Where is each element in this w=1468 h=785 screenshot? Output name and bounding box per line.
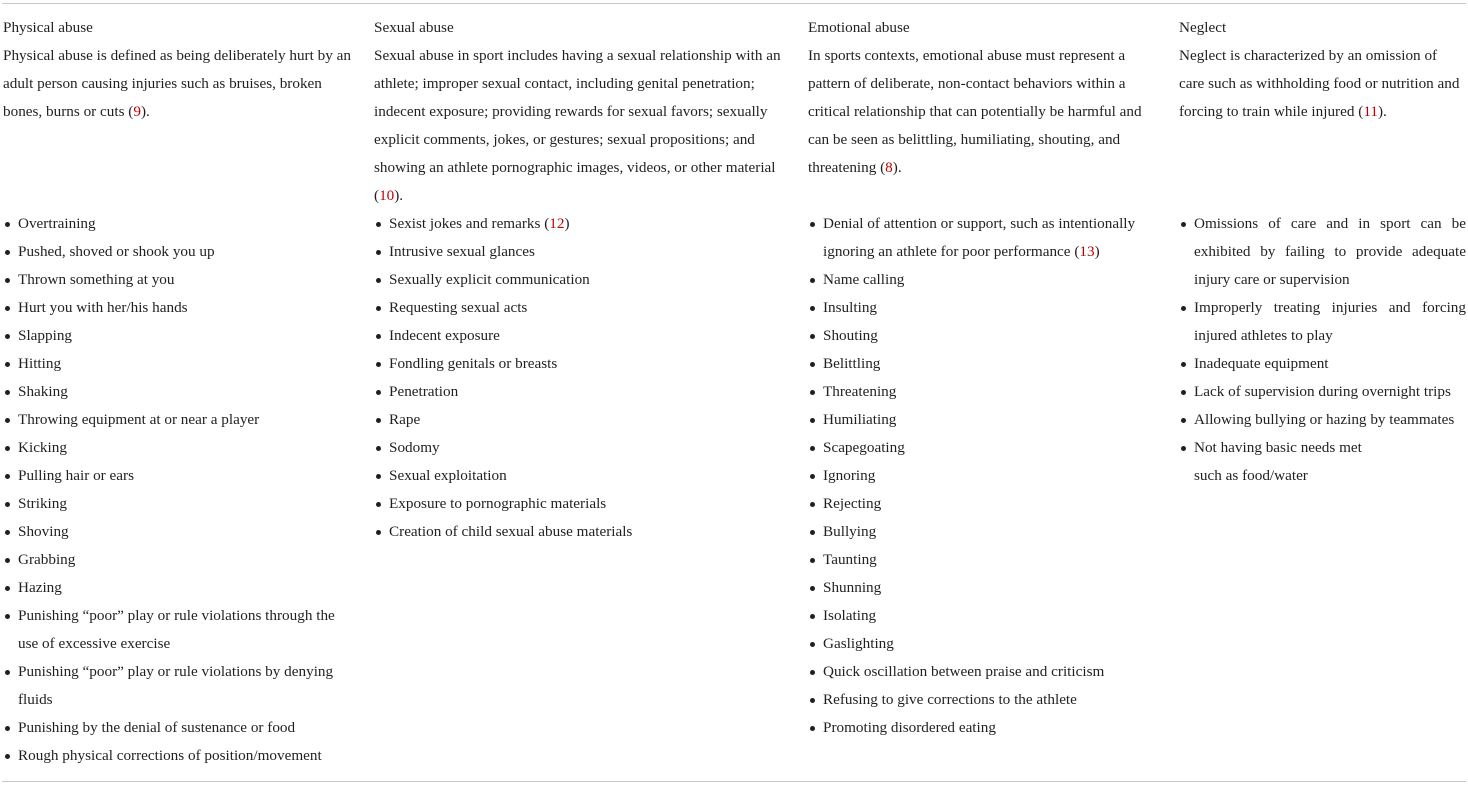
list-item: Sodomy	[374, 434, 792, 462]
definition-end: ).	[892, 159, 902, 176]
reference-link[interactable]: 11	[1363, 103, 1378, 120]
list-item-text: Denial of attention or support, such as intentionally ignoring an athlete for poor performance (	[823, 215, 1136, 260]
list-item: Thrown something at you	[3, 266, 353, 294]
list-item: Quick oscillation between praise and criticism	[808, 658, 1160, 686]
list-item: Punishing “poor” play or rule violations through the use of excessive exercise	[3, 602, 353, 658]
column-sexual-abuse	[374, 14, 792, 210]
list-item: Insulting	[808, 294, 1160, 322]
list-item: Isolating	[808, 602, 1160, 630]
table-top-rule	[2, 3, 1466, 4]
list-item: Rejecting	[808, 490, 1160, 518]
list-item: Inadequate equipment	[1179, 350, 1466, 378]
column-heading: Emotional abuse	[808, 19, 910, 36]
reference-link[interactable]: 8	[885, 159, 893, 176]
definition-text: Sexual abuse in sport includes having a sexual relationship with an athlete; improper sexual contact, including genital penetration; indecent exposure; providing rewards for sexual favors; sexually explicit comments, jokes, or gestures; sexual propositions; and showing an athlete pornographic images, videos, or other material (	[374, 47, 781, 204]
list-item: Refusing to give corrections to the athlete	[808, 686, 1160, 714]
list-item: Rough physical corrections of position/movement	[3, 742, 353, 770]
column-physical-abuse	[3, 14, 355, 126]
column-definition	[1179, 42, 1466, 126]
list-item	[1179, 434, 1466, 490]
list-item: Shaking	[3, 378, 353, 406]
definition-end: ).	[140, 103, 150, 120]
definition-text: Physical abuse is defined as being deliberately hurt by an adult person causing injuries such as bruises, broken bones, burns or cuts (	[3, 47, 351, 120]
list-item-line: such as food/water	[1194, 467, 1308, 484]
list-item: Shoving	[3, 518, 353, 546]
column-definition	[808, 42, 1160, 182]
definition-text: Neglect is characterized by an omission of care such as withholding food or nutrition and forcing to train while injured (	[1179, 47, 1460, 120]
list-item: Creation of child sexual abuse materials	[374, 518, 792, 546]
list-item: Punishing “poor” play or rule violations by denying fluids	[3, 658, 353, 714]
reference-link[interactable]: 9	[133, 103, 141, 120]
list-item: Sexually explicit communication	[374, 266, 792, 294]
list-item: Lack of supervision during overnight trips	[1179, 378, 1466, 406]
list-item: Bullying	[808, 518, 1160, 546]
column-definition	[374, 42, 792, 210]
definition-text: In sports contexts, emotional abuse must represent a pattern of deliberate, non-contact behaviors within a critical relationship that can potentially be harmful and can be seen as belittling, humiliating, shouting, and threatening (	[808, 47, 1142, 176]
list-item: Pushed, shoved or shook you up	[3, 238, 353, 266]
reference-link[interactable]: 13	[1079, 243, 1095, 260]
list-item: Humiliating	[808, 406, 1160, 434]
column-definition	[3, 42, 355, 126]
list-item: Exposure to pornographic materials	[374, 490, 792, 518]
column-heading: Physical abuse	[3, 19, 93, 36]
list-item: Intrusive sexual glances	[374, 238, 792, 266]
list-item: Requesting sexual acts	[374, 294, 792, 322]
reference-link[interactable]: 12	[549, 215, 565, 232]
list-item: Threatening	[808, 378, 1160, 406]
list-item: Improperly treating injuries and forcing injured athletes to play	[1179, 294, 1466, 350]
list-item: Fondling genitals or breasts	[374, 350, 792, 378]
list-item: Taunting	[808, 546, 1160, 574]
list-item-end: )	[564, 215, 570, 232]
list-item-end: )	[1094, 243, 1100, 260]
column-neglect	[1179, 14, 1466, 126]
list-item: Gaslighting	[808, 630, 1160, 658]
list-item: Grabbing	[3, 546, 353, 574]
list-item: Hitting	[3, 350, 353, 378]
list-item: Punishing by the denial of sustenance or food	[3, 714, 353, 742]
definition-end: ).	[394, 187, 404, 204]
list-item: Allowing bullying or hazing by teammates	[1179, 406, 1466, 434]
list-item: Shunning	[808, 574, 1160, 602]
list-item: Striking	[3, 490, 353, 518]
reference-link[interactable]: 10	[379, 187, 395, 204]
list-item: Hurt you with her/his hands	[3, 294, 353, 322]
physical-abuse-list	[3, 210, 353, 770]
list-item: Promoting disordered eating	[808, 714, 1160, 742]
list-item: Shouting	[808, 322, 1160, 350]
list-item	[374, 210, 792, 238]
list-item	[808, 210, 1160, 266]
list-item: Scapegoating	[808, 434, 1160, 462]
emotional-abuse-list	[808, 210, 1160, 742]
list-item: Hazing	[3, 574, 353, 602]
list-item: Overtraining	[3, 210, 353, 238]
list-item: Rape	[374, 406, 792, 434]
list-item-line: Not having basic needs met	[1194, 439, 1362, 456]
list-item: Penetration	[374, 378, 792, 406]
list-item: Pulling hair or ears	[3, 462, 353, 490]
list-item: Belittling	[808, 350, 1160, 378]
list-item: Ignoring	[808, 462, 1160, 490]
list-item: Slapping	[3, 322, 353, 350]
list-item: Omissions of care and in sport can be exhibited by failing to provide adequate injury care or supervision	[1179, 210, 1466, 294]
list-item: Throwing equipment at or near a player	[3, 406, 353, 434]
sexual-abuse-list	[374, 210, 792, 546]
list-item: Name calling	[808, 266, 1160, 294]
column-heading: Sexual abuse	[374, 19, 454, 36]
neglect-list	[1179, 210, 1466, 490]
definition-end: ).	[1377, 103, 1387, 120]
list-item: Indecent exposure	[374, 322, 792, 350]
list-item: Kicking	[3, 434, 353, 462]
column-emotional-abuse	[808, 14, 1160, 182]
column-heading: Neglect	[1179, 19, 1227, 36]
list-item-text: Sexist jokes and remarks (	[389, 215, 550, 232]
table-bottom-rule	[2, 781, 1466, 782]
list-item: Sexual exploitation	[374, 462, 792, 490]
